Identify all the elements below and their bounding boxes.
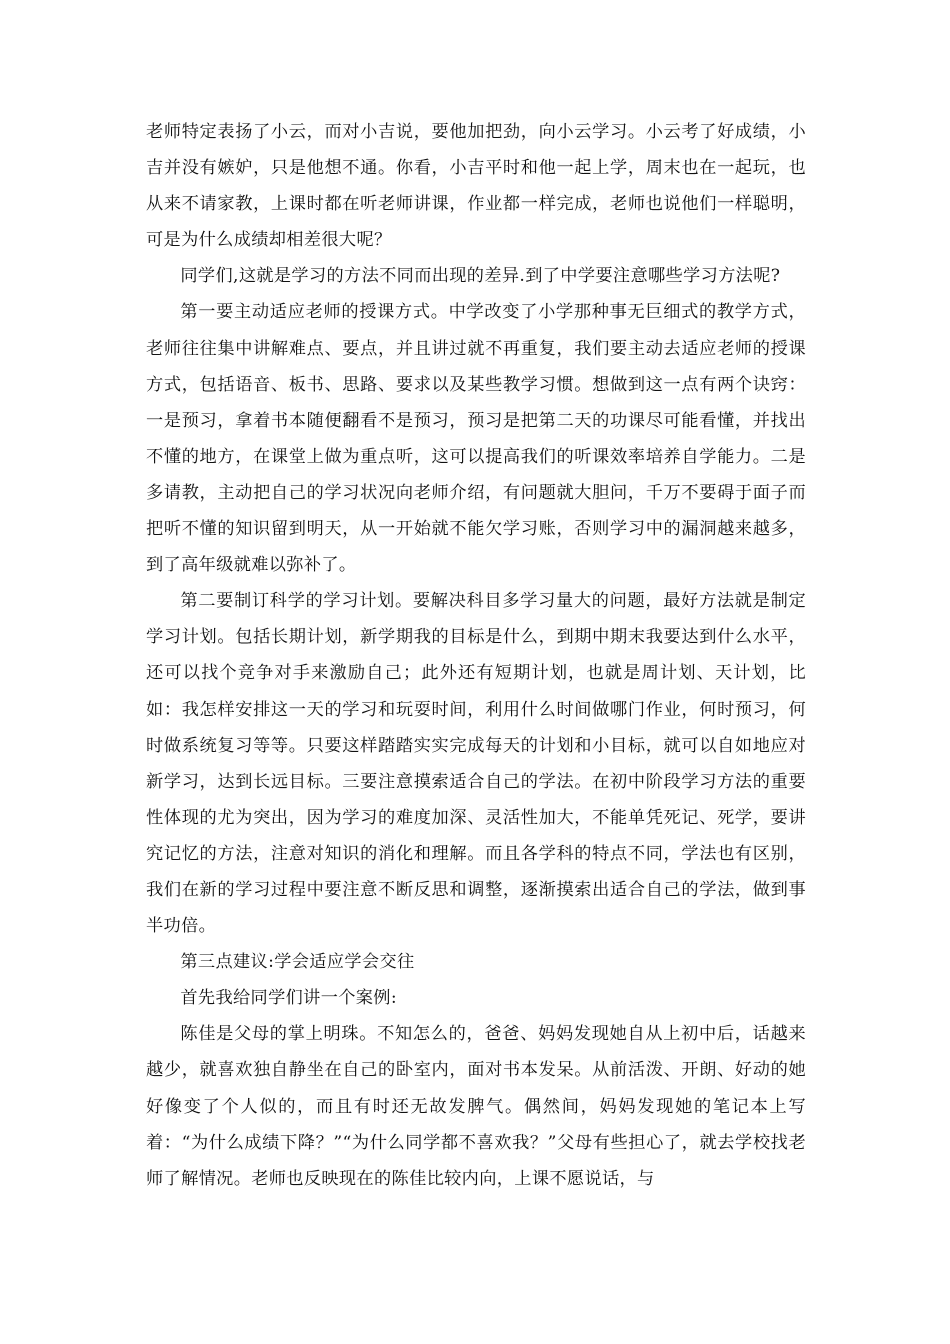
body-text <box>146 114 806 1197</box>
paragraph-1: 老师特定表扬了小云，而对小吉说，要他加把劲，向小云学习。小云考了好成绩，小吉并没有嫉妒，只是他想不通。你看，小吉平时和他一起上学，周末也在一起玩，也从来不请家教，上课时都在听老师讲课，作业都一样完成，老师也说他们一样聪明，可是为什么成绩却相差很大呢？ <box>146 122 806 251</box>
section-heading-third-suggestion: 第三点建议:学会适应学会交往 <box>180 952 415 973</box>
paragraph-case-story: 陈佳是父母的掌上明珠。不知怎么的，爸爸、妈妈发现她自从上初中后，话越来越少，就喜欢独自静坐在自己的卧室内，面对书本发呆。从前活泼、开朗、好动的她好像变了个人似的，而且有时还无故发脾气。偶然间，妈妈发现她的笔记本上写着：“为什么成绩下降？”“为什么同学都不喜欢我？”父母有些担心了，就去学校找老师了解情况。老师也反映现在的陈佳比较内向，上课不愿说话，与 <box>146 1024 806 1189</box>
paragraph-4: 第二要制订科学的学习计划。要解决科目多学习量大的问题，最好方法就是制定学习计划。包括长期计划，新学期我的目标是什么，到期中期末我要达到什么水平，还可以找个竞争对手来激励自己；此外还有短期计划，也就是周计划、天计划，比如：我怎样安排这一天的学习和玩耍时间，利用什么时间做哪门作业，何时预习，何时做系统复习等等。只要这样踏踏实实完成每天的计划和小目标，就可以自如地应对新学习，达到长远目标。三要注意摸索适合自己的学法。在初中阶段学习方法的重要性体现的尤为突出，因为学习的难度加深、灵活性加大，不能单凭死记、死学，要讲究记忆的方法，注意对知识的消化和理解。而且各学科的特点不同，学法也有区别，我们在新的学习过程中要注意不断反思和调整，逐渐摸索出适合自己的学法，做到事半功倍。 <box>146 591 806 937</box>
paragraph-case-intro: 首先我给同学们讲一个案例: <box>180 988 397 1009</box>
paragraph-3: 第一要主动适应老师的授课方式。中学改变了小学那种事无巨细式的教学方式，老师往往集中讲解难点、要点，并且讲过就不再重复，我们要主动去适应老师的授课方式，包括语音、板书、思路、要求以及某些教学习惯。想做到这一点有两个诀窍：一是预习，拿着书本随便翻看不是预习，预习是把第二天的功课尽可能看懂，并找出不懂的地方，在课堂上做为重点听，这可以提高我们的听课效率培养自学能力。二是多请教，主动把自己的学习状况向老师介绍，有问题就大胆问，千万不要碍于面子而把听不懂的知识留到明天，从一开始就不能欠学习账，否则学习中的漏洞越来越多，到了高年级就难以弥补了。 <box>146 302 806 576</box>
paragraph-2: 同学们,这就是学习的方法不同而出现的差异.到了中学要注意哪些学习方法呢? <box>180 266 781 287</box>
